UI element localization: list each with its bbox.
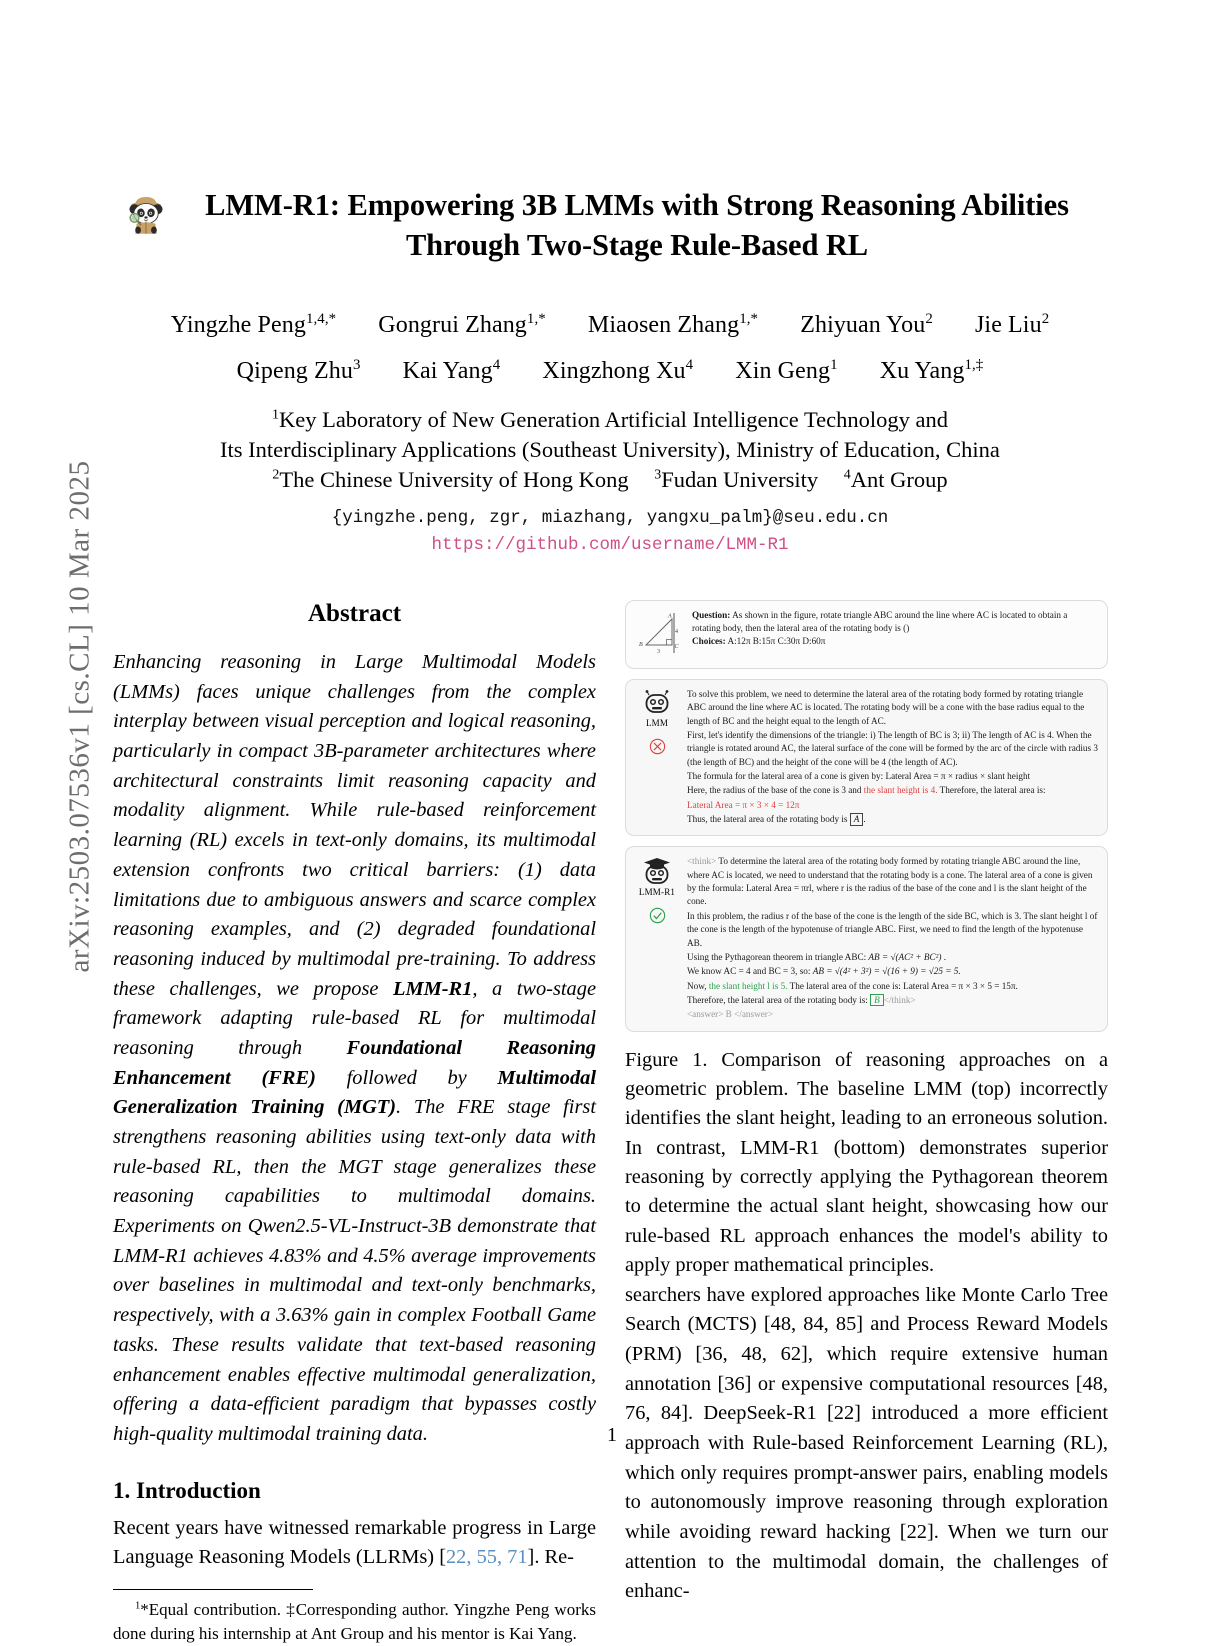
page-title: LMM-R1: Empowering 3B LMMs with Strong Reasoning Abilities Through Two-Stage Rule-Based RL xyxy=(205,188,1069,262)
lmm-response-box xyxy=(625,679,1108,836)
section-heading-introduction: 1. Introduction xyxy=(113,1477,261,1503)
lmm-r1-response-box xyxy=(625,846,1108,1031)
affiliation-line: Its Interdisciplinary Applications (Southeast University), Ministry of Education, China xyxy=(220,436,1000,462)
svg-text:B: B xyxy=(639,642,643,648)
lmm-r1-conclusion: Therefore, the lateral area of the rotating body is: B </think> xyxy=(687,994,916,1005)
author-list xyxy=(110,313,1110,383)
author-item: Kai Yang$^4$ xyxy=(402,357,501,385)
lmm-para: Here, the radius of the base of the cone is 3 and the slant height is 4. Therefore, the lateral area is: xyxy=(687,785,1046,796)
choices-line: Choices: A:12π B:15π C:30π D:60π xyxy=(692,636,826,647)
arxiv-stamp: arXiv:2503.07536v1 [cs.CL] 10 Mar 2025 xyxy=(63,460,96,973)
lmm-r1-para: Using the Pythagorean theorem in triangle ABC: AB = √(AC² + BC²) . xyxy=(687,951,946,962)
lmm-conclusion: Thus, the lateral area of the rotating body is A . xyxy=(687,814,866,825)
affiliation-item: $^3$Fudan University xyxy=(654,466,819,492)
answer-box: B xyxy=(870,994,884,1007)
question-text xyxy=(692,609,1098,648)
footnote-text: $^1$*Equal contribution. ‡Corresponding author. Yingzhe Peng works done during his internship at Ant Group and his mentor is Kai Yang. xyxy=(113,1599,596,1643)
affiliation-line: $^1$Key Laboratory of New Generation Artificial Intelligence Technology and xyxy=(272,407,948,433)
author-item: Qipeng Zhu$^3$ xyxy=(236,357,361,385)
correct-highlight: the slant height l is 5. xyxy=(708,980,788,991)
lmm-r1-para: <think> To determine the lateral area of the rotating body formed by rotating triangle ABC around the line, where AC is located, we need to understand that the rotating body is a cone. The lateral area of a cone is given by the formula: Lateral Area = πrl, where r is the radius of the base of the cone and l is the slant height of the cone. xyxy=(687,856,1093,907)
author-item: Yingzhe Peng$^{1,4,*}$ xyxy=(170,311,337,339)
pythagorean-equation: AB = √(AC² + BC²) xyxy=(868,951,942,962)
author-item: Jie Liu$^2$ xyxy=(974,311,1050,339)
affiliations xyxy=(110,405,1110,494)
footnote-divider xyxy=(113,1589,313,1590)
question-line: Question: As shown in the figure, rotate triangle ABC around the line where AC is located to obtain a rotating body, then the lateral area of the rotating body is () xyxy=(692,610,1068,634)
affiliation-item: $^4$Ant Group xyxy=(843,466,948,492)
lmm-r1-para: We know AC = 4 and BC = 3, so: AB = √(4² + 3²) = √(16 + 9) = √25 = 5. xyxy=(687,966,961,977)
author-item: Xin Geng$^1$ xyxy=(735,357,838,385)
abstract-text: Enhancing reasoning in Large Multimodal Models (LMMs) faces unique challenges from the complex interplay between visual perception and logical reasoning, particularly in compact 3B-parameter architectures where architectural constraints limit reasoning capacity and modality alignment. While rule-based reinforcement learning (RL) excels in text-only domains, its multimodal extension confronts two critical barriers: (1) data limitations due to ambiguous answers and scarce complex reasoning examples, and (2) degraded foundational reasoning induced by multimodal pre-training. To address these challenges, we propose LMM-R1, a two-stage framework adapting rule-based RL for multimodal reasoning through Foundational Reasoning Enhancement (FRE) followed by Multimodal Generalization Training (MGT). The FRE stage first strengthens reasoning abilities using text-only data with rule-based RL, then the MGT stage generalizes these reasoning capabilities to multimodal domains. Experiments on Qwen2.5-VL-Instruct-3B demonstrate that LMM-R1 achieves 4.83% and 4.5% average improvements over baselines in multimodal and text-only benchmarks, respectively, with a 3.63% gain in complex Football Game tasks. These results validate that text-based reasoning enhancement enables effective multimodal generalization, offering a data-efficient paradigm that bypasses costly high-quality multimodal training data. xyxy=(113,651,596,1445)
lmm-para: The formula for the lateral area of a cone is given by: Lateral Area = π × radius × slant height xyxy=(687,771,1031,782)
author-item: Miaosen Zhang$^{1,*}$ xyxy=(587,311,759,339)
think-close-tag: </think> xyxy=(883,994,916,1005)
author-item: Xingzhong Xu$^4$ xyxy=(542,357,694,385)
page-number: 1 xyxy=(607,1424,617,1446)
question-box xyxy=(625,600,1108,669)
lmm-wrong-equation: Lateral Area = π × 3 × 4 = 12π xyxy=(687,799,800,810)
title-row xyxy=(110,186,1110,265)
figure-1 xyxy=(625,600,1108,1281)
figure-caption: Figure 1. Comparison of reasoning approaches on a geometric problem. The baseline LMM (top) incorrectly identifies the slant height, leading to an erroneous solution. In contrast, LMM-R1 (bottom) demonstrates superior reasoning by correctly applying the Pythagorean theorem to determine the actual slant height, showcasing how our rule-based RL approach enhances the model's ability to apply proper mathematical principles. xyxy=(625,1048,1108,1277)
author-item: Gongrui Zhang$^{1,*}$ xyxy=(378,311,546,339)
affiliation-line xyxy=(110,465,1110,495)
svg-text:4: 4 xyxy=(675,629,678,635)
contact-email: {yingzhe.peng, zgr, miazhang, yangxu_palm}@seu.edu.cn xyxy=(331,508,889,529)
author-item: Xu Yang$^{1,\ddagger}$ xyxy=(879,357,984,385)
author-item: Zhiyuan You$^2$ xyxy=(800,311,933,339)
lmm-avatar xyxy=(634,688,680,760)
lmm-r1-para: Now, the slant height l is 5. The lateral area of the cone is: Lateral Area = π × 3 × 5 = 15π. xyxy=(687,980,1018,991)
cross-circle-icon xyxy=(649,738,666,760)
citation-ref[interactable]: 22, 55, 71 xyxy=(445,1546,528,1569)
hypotenuse-equation: AB = √(4² + 3²) = √(16 + 9) = √25 = 5. xyxy=(812,966,961,977)
lmm-para: First, let's identify the dimensions of the triangle: i) The length of BC is 3; ii) The length of AC is 4. When the triangle is rotated around AC, the lateral surface of the cone will be formed by the arc of the circle with radius 3 (the length of BC) and the height of the cone will be 4 (the length of AC). xyxy=(687,730,1098,767)
lmm-response-text xyxy=(687,688,1098,827)
lmm-r1-avatar-label: LMM-R1 xyxy=(638,887,676,898)
left-column xyxy=(113,600,596,1646)
introduction-paragraph: Recent years have witnessed remarkable progress in Large Language Reasoning Models (LLRMs) [22, 55, 71]. Re- xyxy=(113,1516,596,1569)
abstract-heading: Abstract xyxy=(307,600,402,627)
author-row-2 xyxy=(110,359,1110,383)
paper-header xyxy=(110,186,1110,555)
svg-text:3: 3 xyxy=(657,649,660,655)
project-url-link[interactable]: https://github.com/username/LMM-R1 xyxy=(431,535,789,556)
triangle-diagram xyxy=(634,611,686,660)
error-highlight: the slant height is 4. xyxy=(863,785,938,796)
right-column xyxy=(625,600,1108,1607)
think-open-tag: <think> xyxy=(687,856,717,867)
lmm-para: To solve this problem, we need to determine the lateral area of the rotating body formed by rotating triangle ABC around the line where AC is located. The rotating body will be a cone with the base radius equal to the length of BC and the height equal to the length of AC. xyxy=(687,689,1085,726)
answer-tag-line: <answer> B </answer> xyxy=(687,1009,774,1020)
robot-icon xyxy=(642,690,672,717)
lmm-r1-avatar xyxy=(634,855,680,929)
panda-detective-icon xyxy=(123,192,169,238)
right-column-paragraph: searchers have explored approaches like Monte Carlo Tree Search (MCTS) [48, 84, 85] and Process Reward Models (PRM) [36, 48, 62], which require extensive human annotation [36] or expensive computational resources [48, 76, 84]. DeepSeek-R1 [22] introduced a more efficient approach with Rule-based Reinforcement Learning (RL), which only requires prompt-answer pairs, enabling models to autonomously improve reasoning through exploration while avoiding reward hacking [22]. When we turn our attention to the multimodal domain, the challenges of enhanc- xyxy=(625,1283,1108,1603)
lmm-r1-para: In this problem, the radius r of the base of the cone is the length of the side BC, which is 3. The slant height l of the cone is the length of the hypotenuse of triangle ABC. First, we need to find the length of the hypotenuse AB. xyxy=(687,910,1098,948)
author-row-1 xyxy=(110,313,1110,337)
svg-text:C: C xyxy=(674,644,679,650)
lmm-r1-response-text xyxy=(687,855,1098,1022)
answer-box: A xyxy=(850,813,864,826)
check-circle-icon xyxy=(649,907,666,929)
affiliation-item: $^2$The Chinese University of Hong Kong xyxy=(272,466,629,492)
lmm-avatar-label: LMM xyxy=(645,718,669,728)
svg-text:A: A xyxy=(668,613,672,620)
robot-graduate-icon xyxy=(641,857,673,886)
